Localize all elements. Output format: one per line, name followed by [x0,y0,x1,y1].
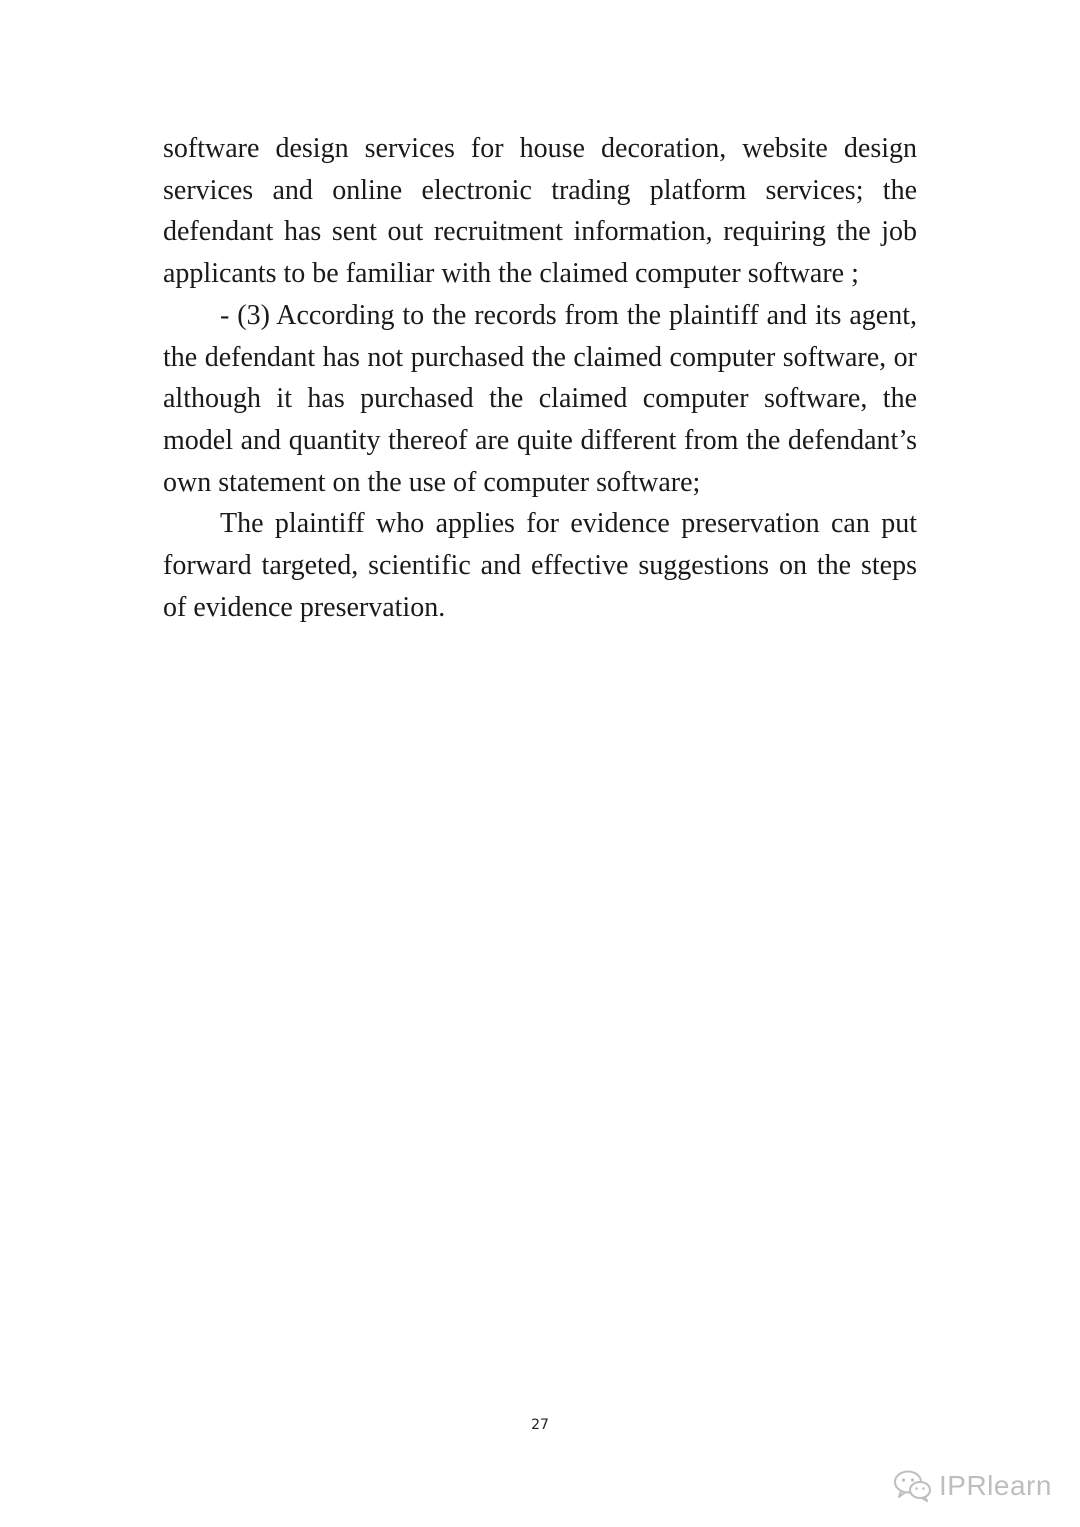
paragraph-item-3: - (3) According to the records from the plaintiff and its agent, the defendant has not purchased the claimed computer software, or although it has purchased the claimed computer software, the model and quantity thereof are quite different from the defendant’s own statement on the use of computer software; [163,299,917,498]
paragraph-conclusion: The plaintiff who applies for evidence preservation can put forward targeted, scientific and effective suggestions on the steps of evidence preservation. [163,508,917,623]
page-number: 27 [531,1417,549,1433]
watermark [893,1466,1052,1506]
watermark-text: IPRlearn [939,1470,1052,1501]
paragraph-continuation: software design services for house decoration, website design services and online electronic trading platform services; the defendant has sent out recruitment information, requiring the job applicants to be familiar with the claimed computer software ; [163,133,917,290]
body-text [163,128,917,628]
wechat-icon [893,1469,933,1503]
